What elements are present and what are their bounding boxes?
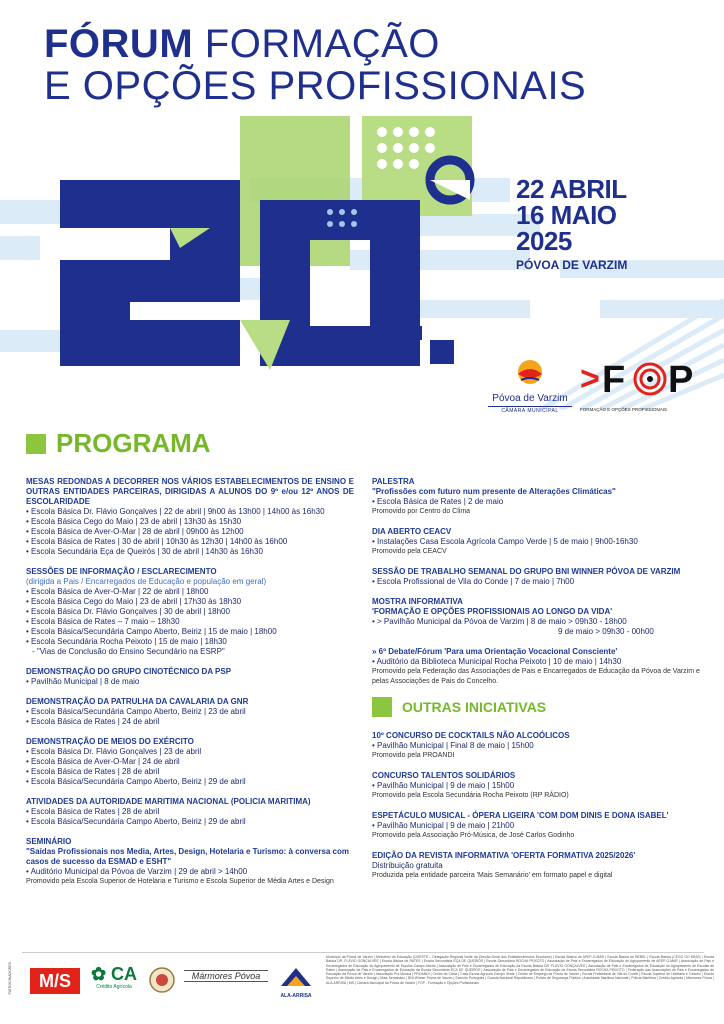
title-bold: FÓRUM: [44, 22, 194, 66]
list-item: • Escola Básica de Rates | 24 de abril: [26, 717, 160, 726]
date-end: 16 MAIO: [516, 200, 617, 230]
ca-logo-sub: Crédito Agrícola: [96, 984, 132, 990]
green-square-marker: [372, 697, 392, 717]
block-note: Promovido pela Escola Superior de Hotelaria e Turismo e Escola Superior de Média Artes e Design: [26, 878, 334, 885]
list-item: • > Pavilhão Municipal da Póvoa de Varzim | 8 de maio > 09h30 - 18h00: [372, 617, 627, 626]
page-title-line2: E OPÇÕES PROFISSIONAIS: [44, 64, 587, 108]
list-item: • Escola Básica Dr. Flávio Gonçalves | 30 de abril | 18h00: [26, 607, 230, 616]
digit-two: [60, 180, 240, 366]
ca-logo-text: CA: [111, 964, 138, 984]
block-note: Promovido pela PROANDI: [372, 752, 455, 759]
talentos-block: [372, 771, 708, 801]
block-title: EDIÇÃO DA REVISTA INFORMATIVA 'OFERTA FORMATIVA 2025/2026': [372, 851, 636, 860]
bni-block: [372, 567, 708, 587]
event-dates: [516, 176, 627, 272]
seal-icon: [148, 966, 176, 994]
list-item: • Escola Básica de Rates | 2 de maio: [372, 497, 504, 506]
list-item: • Instalações Casa Escola Agrícola Campo Verde | 5 de maio | 9h00-16h30: [372, 537, 638, 546]
block-subtitle: (dirigida a Pais / Encarregados de Educação e população em geral): [26, 577, 267, 586]
programa-left-column: [26, 477, 354, 897]
fop-wordmark-icon: [580, 358, 700, 398]
block-subtitle: 'FORMAÇÃO E OPÇÕES PROFISSIONAIS AO LONGO DA VIDA': [372, 607, 613, 616]
list-item: Distribuição gratuita: [372, 861, 443, 870]
sponsor-logos: [30, 962, 320, 1002]
footer-fine-print: Município da Póvoa de Varzim | Ministério da Educação (DGESTE – Delegação Regional Norte da Direção-Geral dos Estabelecimentos Escolares) | Escola Básica de APEP-O-MAR | Escola Básica de REBEL | Escola Básica (CEGO DO MAIO) | Escola Básica DR. FLÁVIO GONÇALVES | Escola Básica de RATES | Escola Secundária EÇA DE QUEIRÓS | Escola Secundária ROCHA PEIXOTO | Associação de Pais e Encarregados de Educação do Agrupamento de APEP-O-MAR | Associação de Pais e Encarregados de Educação do Agrupamento de Escolas Campo Aberto | Associação de Pais e Encarregados de Educação da Escola Básica DR. FLÁVIO GONÇALVES | Associação de Pais e Encarregados de Educação do Agrupamento de Escolas de Rates | Associação de Pais e Encarregados de Educação da Escola Secundária EÇA DE QUEIRÓS | Associação de Pais e Encarregados de Educação da Escola Secundária ROCHA PEIXOTO | Federação das Associações de Pais e Encarregados de Educação da Póvoa de Varzim | Associação Pró-Música | PROANDI | Centro do Clima | Casa Escola Agrícola Campo Verde | Centro de Emprego da Póvoa de Varzim | Escola Profissional de Vila do Conde | Escola Superior de Hotelaria e Turismo | Escola Superior de Média Artes e Design | Mais Semanário | BNI Winner Póvoa de Varzim | Exército Português | Guarda Nacional Republicana | Polícia de Segurança Pública | Autoridade Marítima Nacional | Polícia Marítima | Crédito Agrícola | Mármores Póvoa | ALA-ARRISA | MS | Câmara Municipal da Póvoa de Varzim | FOP - Formação e Opções Profissionais: [326, 955, 714, 985]
list-item: • Pavilhão Municipal | 9 de maio | 21h00: [372, 821, 515, 830]
list-item: • Pavilhão Municipal | Final 8 de maio | 15h00: [372, 741, 534, 750]
list-item: • Escola Secundária Eça de Queirós | 30 de abril | 14h30 às 16h30: [26, 547, 263, 556]
list-item: • Escola Básica de Aver-O-Mar | 22 de abril | 18h00: [26, 587, 209, 596]
list-item: • Escola Básica de Rates | 28 de abril: [26, 807, 160, 816]
exercito-block: [26, 737, 354, 787]
povoa-emblem-icon: [513, 358, 547, 388]
period-dot: [430, 340, 454, 364]
green-square-marker: [26, 434, 46, 454]
list-item: • Escola Básica Dr. Flávio Gonçalves | 23 de abril: [26, 747, 202, 756]
block-title: SEMINÁRIO: [26, 837, 72, 846]
block-title: » 6º Debate/Fórum 'Para uma Orientação Vocacional Consciente': [372, 647, 618, 656]
list-item: • Escola Básica/Secundária Campo Aberto, Beiriz | 23 de abril: [26, 707, 246, 716]
outras-title: OUTRAS INICIATIVAS: [402, 699, 547, 715]
programa-heading: [26, 428, 211, 459]
list-item: • Escola Básica/Secundária Campo Aberto, Beiriz | 29 de abril: [26, 777, 246, 786]
block-title: PALESTRA: [372, 477, 415, 486]
block-title: SESSÃO DE TRABALHO SEMANAL DO GRUPO BNI WINNER PÓVOA DE VARZIM: [372, 567, 681, 576]
list-item: • Escola Básica Cego do Maio | 23 de abril | 17h30 às 18h30: [26, 597, 242, 606]
svg-text:F: F: [602, 359, 626, 398]
seminario-block: [26, 837, 354, 887]
fop-logo: [580, 358, 700, 412]
dia-aberto-block: [372, 527, 708, 557]
list-item: • Auditório Municipal da Póvoa de Varzim | 29 de abril > 14h00: [26, 867, 248, 876]
ms-logo-text: M/S: [38, 971, 71, 991]
list-item: • Escola Básica de Rates – 7 maio – 18h30: [26, 617, 180, 626]
list-item: • Escola Básica de Rates | 28 de abril: [26, 767, 160, 776]
gnr-block: [26, 697, 354, 727]
page-title: [44, 24, 440, 64]
block-title: DEMONSTRAÇÃO DO GRUPO CINOTÉCNICO DA PSP: [26, 667, 232, 676]
block-note: Promovido pela Escola Secundária Rocha Peixoto (RP RÁDIO): [372, 792, 569, 799]
povoa-logo: [488, 358, 572, 414]
list-item: • Escola Básica/Secundária Campo Aberto, Beiriz | 15 de maio | 18h00: [26, 627, 277, 636]
footer-divider: [22, 952, 704, 953]
programa-title: PROGRAMA: [56, 428, 211, 458]
sponsor-label: PATROCINADORES: [8, 962, 12, 995]
list-item: • Escola Básica/Secundária Campo Aberto, Beiriz | 29 de abril: [26, 817, 246, 826]
debate-block: [372, 647, 708, 687]
revista-block: [372, 851, 708, 881]
espetaculo-block: [372, 811, 708, 841]
ms-logo: [30, 968, 80, 994]
block-note: Produzida pela entidade parceira 'Mais Semanário' em formato papel e digital: [372, 872, 613, 879]
block-note: Promovido pela CEACV: [372, 548, 447, 555]
maritima-block: [26, 797, 354, 827]
ala-arrisa-icon: [279, 964, 313, 988]
block-note: Promovido por Centro do Clima: [372, 508, 471, 515]
povoa-sub: CÂMARA MUNICIPAL: [488, 406, 572, 414]
list-item: • Escola Básica de Aver-O-Mar | 28 de abril | 09h00 às 12h00: [26, 527, 244, 536]
marmores-logo: Mármores Póvoa: [184, 970, 268, 982]
block-note: Promovido pela Federação das Associações de Pais e Encarregados de Educação da Póvoa de Varzim e pelas Associações de Pais do Concelho.: [372, 668, 700, 685]
event-place: PÓVOA DE VARZIM: [516, 258, 628, 272]
list-item: • Escola Secundária Rocha Peixoto | 15 de maio | 18h30: [26, 637, 227, 646]
block-title: ESPETÁCULO MUSICAL - ÓPERA LIGEIRA 'COM DOM DINIS E DONA ISABEL': [372, 811, 669, 820]
block-title: MESAS REDONDAS A DECORRER NOS VÁRIOS ESTABELECIMENTOS DE ENSINO E OUTRAS ENTIDADES PARCEIRAS, DIRIGIDAS A ALUNOS DO 9º e/ou 12º ANOS DE ESCOLARIDADE: [26, 477, 354, 506]
block-subtitle: "Profissões com futuro num presente de Alterações Climáticas": [372, 487, 616, 496]
block-title: CONCURSO TALENTOS SOLIDÁRIOS: [372, 771, 516, 780]
palestra-block: [372, 477, 708, 517]
block-note: Promovido pela Associação Pró-Música, de José Carlos Godinho: [372, 832, 575, 839]
ca-logo: ✿ CA Crédito Agrícola: [86, 964, 142, 990]
list-item: • Pavilhão Municipal | 8 de maio: [26, 677, 140, 686]
fop-sub: FORMAÇÃO E OPÇÕES PROFISSIONAIS: [580, 407, 668, 412]
ala-arrisa-logo: [276, 964, 316, 999]
block-subtitle: "Saídas Profissionais nos Media, Artes, Design, Hotelaria e Turismo: à conversa com casos de sucesso da ESMAD e ESHT": [26, 847, 350, 866]
list-item: • Escola Básica Dr. Flávio Gonçalves | 22 de abril | 9h00 às 13h00 | 14h00 às 16h30: [26, 507, 325, 516]
block-title: DEMONSTRAÇÃO DA PATRULHA DA CAVALARIA DA GNR: [26, 697, 249, 706]
cocktails-block: [372, 731, 708, 761]
svg-text:>: >: [580, 360, 600, 398]
mostra-block: [372, 597, 708, 637]
outras-heading: [372, 697, 708, 717]
svg-text:P: P: [668, 359, 694, 398]
list-item: • Escola Básica de Aver-O-Mar | 24 de abril: [26, 757, 180, 766]
block-title: ATIVIDADES DA AUTORIDADE MARITIMA NACIONAL (POLICIA MARITIMA): [26, 797, 311, 806]
date-start: 22 ABRIL: [516, 174, 627, 204]
list-item: • Escola Básica Cego do Maio | 23 de abril | 13h30 às 15h30: [26, 517, 242, 526]
list-item: • Escola Profissional de Vila do Conde | 7 de maio | 7h00: [372, 577, 575, 586]
list-item: 9 de maio > 09h30 - 00h00: [558, 627, 654, 636]
list-item: - "Vias de Conclusão do Ensino Secundário na ESRP": [32, 647, 225, 656]
block-title: DIA ABERTO CEACV: [372, 527, 452, 536]
list-item: • Auditório da Biblioteca Municipal Rocha Peixoto | 10 de maio | 14h30: [372, 657, 622, 666]
list-item: • Pavilhão Municipal | 9 de maio | 15h00: [372, 781, 515, 790]
event-year: 2025: [516, 226, 572, 256]
povoa-name: Póvoa de Varzim: [492, 393, 568, 404]
programa-right-column: [372, 477, 708, 891]
mesas-redondas-block: [26, 477, 354, 557]
sessoes-block: [26, 567, 354, 657]
psp-block: [26, 667, 354, 687]
block-title: SESSÕES DE INFORMAÇÃO / ESCLARECIMENTO: [26, 567, 217, 576]
block-title: DEMONSTRAÇÃO DE MEIOS DO EXÉRCITO: [26, 737, 194, 746]
block-title: MOSTRA INFORMATIVA: [372, 597, 463, 606]
list-item: • Escola Básica de Rates | 30 de abril | 10h30 às 12h30 | 14h00 às 16h00: [26, 537, 288, 546]
block-title: 10º CONCURSO DE COCKTAILS NÃO ALCOÓLICOS: [372, 731, 570, 740]
title-rest: FORMAÇÃO: [204, 22, 440, 66]
ala-arrisa-text: ALA-ARRISA: [280, 993, 312, 999]
